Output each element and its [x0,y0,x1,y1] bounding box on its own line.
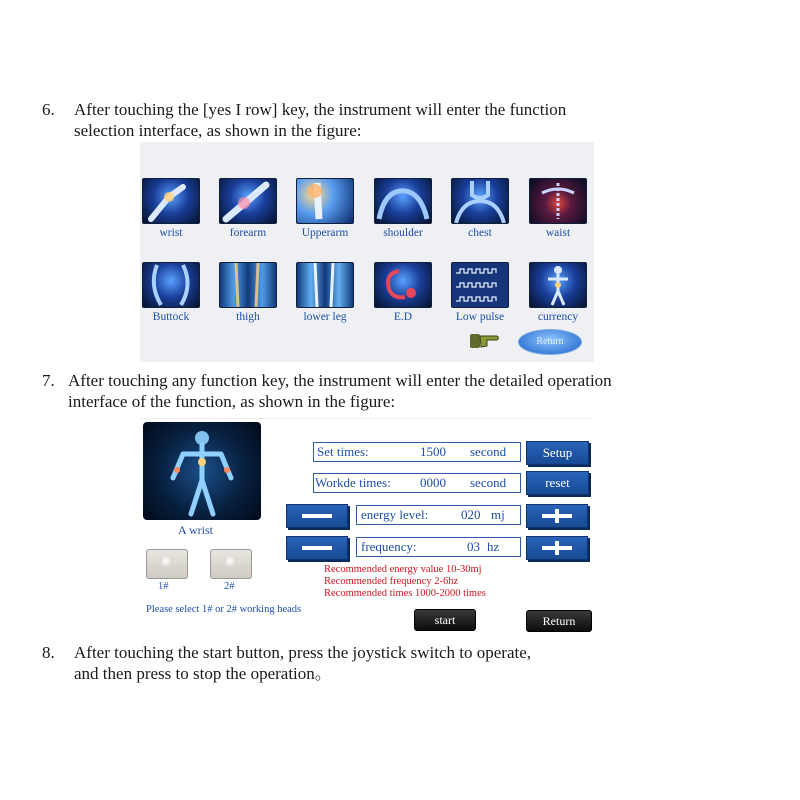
step-number: 6. [42,100,55,119]
thigh-icon [219,262,277,308]
wrist-icon [142,178,200,224]
tile-thigh[interactable] [208,262,288,323]
set-times-value: 1500 [420,444,446,459]
tile-label: currency [537,311,579,323]
tile-waist[interactable] [518,178,598,239]
shoulder-icon [374,178,432,224]
step-number: 7. [42,371,55,390]
tile-lower-leg[interactable] [285,262,365,323]
step-text-line2: selection interface, as shown in the figure: [74,121,362,140]
step-6 [42,99,762,143]
operation-panel [140,418,594,635]
start-button[interactable]: start [414,609,476,631]
frequency-unit: hz [487,539,500,554]
figure-label: A wrist [178,523,214,537]
tile-label: chest [468,227,492,239]
frequency-label: frequency: [361,539,417,554]
plus-icon-stem [555,541,559,555]
tile-label: waist [545,227,571,239]
set-times-field [313,442,521,462]
return-button[interactable]: Return [526,610,592,632]
frequency-decrease-button[interactable] [286,536,348,560]
tile-label: thigh [236,311,260,323]
setup-button[interactable]: Setup [526,441,589,465]
tile-wrist[interactable] [131,178,211,239]
upperarm-icon [296,178,354,224]
tile-buttock[interactable] [131,262,211,323]
recommendation-times: Recommended times 1000-2000 times [324,588,486,599]
ed-icon [374,262,432,308]
set-times-label: Set times: [317,444,369,459]
forearm-icon [219,178,277,224]
lower-leg-icon [296,262,354,308]
energy-field [356,505,521,525]
recommendation-frequency: Recommended frequency 2-6hz [324,576,459,587]
worked-times-field [313,473,521,493]
tile-currency[interactable] [518,262,598,323]
head-knob [161,556,173,568]
frequency-value: 03 [467,539,480,554]
head-knob [225,556,237,568]
worked-times-value: 0000 [420,475,446,490]
step-text-line1: After touching the start button, press the joystick switch to operate, [74,643,532,662]
waist-icon [529,178,587,224]
step-text-line2: and then press to stop the operation。 [74,664,332,683]
energy-value: 020 [461,507,481,522]
worked-times-unit: second [470,475,507,490]
chest-icon [451,178,509,224]
tile-label: E.D [393,311,413,323]
worked-times-label: Workde times: [315,475,391,490]
head-2-button[interactable] [210,549,252,579]
step-text-line2: interface of the function, as shown in the figure: [68,392,396,411]
frequency-increase-button[interactable] [526,536,588,560]
return-button[interactable]: Return [518,329,582,355]
step-number: 8. [42,643,55,662]
energy-label: energy level: [361,507,429,522]
tile-upperarm[interactable] [285,178,365,239]
pointing-hand-icon[interactable] [469,328,501,350]
tile-label: forearm [229,227,267,239]
energy-unit: mj [491,507,505,522]
tile-ed[interactable] [363,262,443,323]
head-1-label: 1# [158,581,169,592]
head-1-button[interactable] [146,549,188,579]
head-select-note: Please select 1# or 2# working heads [146,604,302,615]
tile-shoulder[interactable] [363,178,443,239]
plus-icon-stem [555,509,559,523]
tile-forearm[interactable] [208,178,288,239]
tile-label: wrist [159,227,183,239]
minus-icon [302,514,332,518]
reset-button[interactable]: reset [526,471,589,495]
buttock-icon [142,262,200,308]
tile-chest[interactable] [440,178,520,239]
step-text-line1: After touching the [yes I row] key, the instrument will enter the function [74,100,567,119]
body-icon [529,262,587,308]
frequency-field [356,537,521,557]
tile-label: lower leg [303,311,347,323]
set-times-unit: second [470,444,507,459]
minus-icon [302,546,332,550]
step-text-line1: After touching any function key, the instrument will enter the detailed operation [68,371,612,390]
recommendation-energy: Recommended energy value 10-30mj [324,564,482,575]
body-figure-image [143,422,261,520]
tile-label: Low pulse [455,311,505,323]
head-2-label: 2# [224,581,235,592]
pulse-wave-icon [451,262,509,308]
step-8 [42,642,762,686]
tile-low-pulse[interactable] [440,262,520,323]
function-selection-panel [140,142,594,362]
energy-increase-button[interactable] [526,504,588,528]
tile-label: Upperarm [301,227,349,239]
tile-label: shoulder [383,227,423,239]
step-7 [42,370,782,414]
energy-decrease-button[interactable] [286,504,348,528]
tile-label: Buttock [152,311,190,323]
